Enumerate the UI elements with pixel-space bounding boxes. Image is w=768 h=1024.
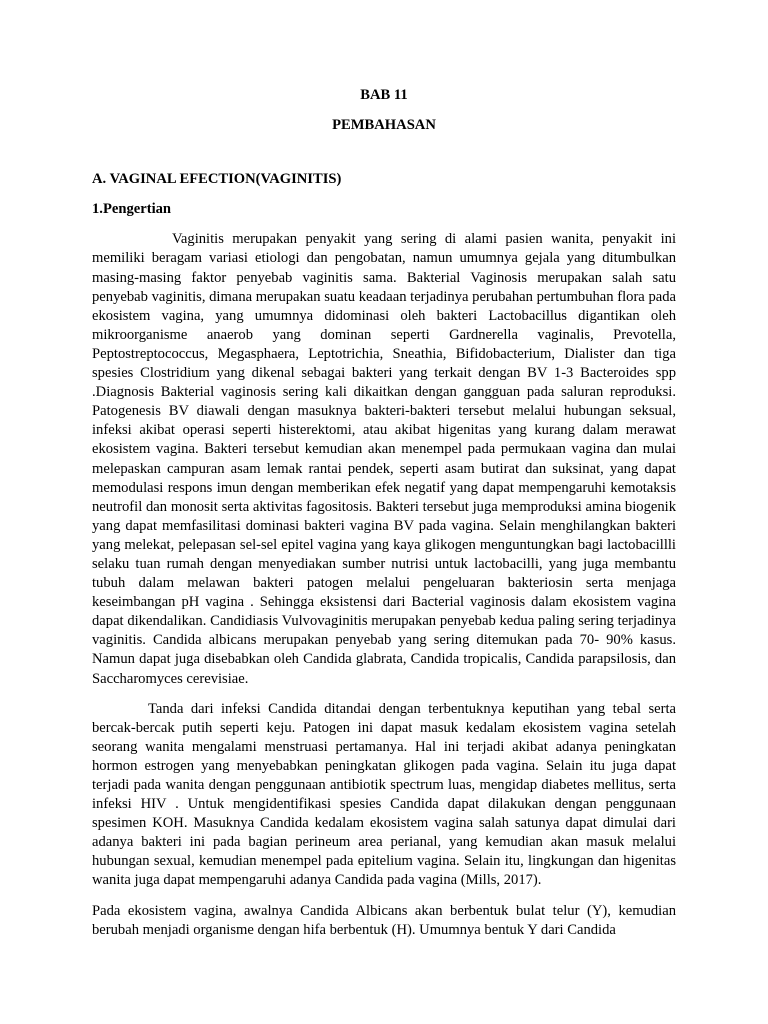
subsection-heading: 1.Pengertian xyxy=(92,201,172,218)
paragraph-candida-forms: Pada ekosistem vagina, awalnya Candida Albicans akan berbentuk bulat telur (Y), kemudian berubah menjadi organisme dengan hifa berbentuk (H). Umumnya bentuk Y dari Candida xyxy=(92,902,676,938)
section-heading: A. VAGINAL EFECTION(VAGINITIS) xyxy=(92,171,342,188)
document-body xyxy=(92,86,676,940)
paragraph-vaginitis-intro: Vaginitis merupakan penyakit yang sering di alami pasien wanita, penyakit ini memiliki beragam variasi etiologi dan pengobatan, namun umumnya gejala yang ditumbulkan masing-masing faktor penyebab vaginitis sama. Bakterial Vaginosis merupakan salah satu penyebab vaginitis, dimana merupakan suatu keadaan terjadinya perubahan pertumbuhan flora pada ekosistem vagina, yang umumnya didominasi oleh bakteri Lactobacillus digantikan oleh mikroorganisme anaerob yang dominan seperti Gardnerella vaginalis, Prevotella, Peptostreptococcus, Megasphaera, Leptotrichia, Sneathia, Bifidobacterium, Dialister dan tiga spesies Clostridium yang dikenal sebagai bakteri yang terkait dengan BV 1-3 Bacteroides spp .Diagnosis Bakterial vaginosis sering kali dikaitkan dengan gangguan pada saluran reproduksi. Patogenesis BV diawali dengan masuknya bakteri-bakteri tersebut melalui hubungan seksual, infeksi akibat operasi seperti histerektomi, atau akibat higenitas yang kurang dalam merawat ekosistem vagina. Bakteri tersebut kemudian akan menempel pada permukaan vagina dan mulai melepaskan campuran asam lemak rantai pendek, seperti asam butirat dan suksinat, yang dapat memodulasi respons imun dengan memberikan efek negatif yang dapat mempengaruhi kemotaksis neutrofil dan monosit serta aktivitas fagositosis. Bakteri tersebut juga memproduksi amina biogenik yang dapat memfasilitasi dominasi bakteri vagina BV pada vagina. Selain menghilangkan bakteri yang melekat, pelepasan sel-sel epitel vagina yang kaya glikogen menguntungkan bagi lactobacillli selaku tuan rumah dengan menyediakan sumber nutrisi untuk lactobacilli, yang juga membantu tubuh dalam melawan bakteri patogen melalui pengeluaran bakteriosin serta menjaga keseimbangan pH vagina . Sehingga eksistensi dari Bacterial vaginosis dalam ekosistem vagina dapat dikendalikan. Candidiasis Vulvovaginitis merupakan penyebab kedua paling sering terjadinya vaginitis. Candida albicans merupakan penyebab yang sering ditemukan pada 70- 90% kasus. Namun dapat juga disebabkan oleh Candida glabrata, Candida tropicalis, Candida parapsilosis, dan Saccharomyces cerevisiae. xyxy=(92,231,676,687)
chapter-number: BAB 11 xyxy=(360,87,408,103)
chapter-title: PEMBAHASAN xyxy=(332,117,436,134)
paragraph-candida-signs: Tanda dari infeksi Candida ditandai dengan terbentuknya keputihan yang tebal serta bercak-bercak putih seperti keju. Patogen ini dapat masuk kedalam ekosistem vagina setelah seorang wanita mengalami menstruasi pertamanya. Hal ini terjadi akibat adanya peningkatan hormon estrogen yang menyebabkan peningkatan glikogen pada vagina. Selain itu juga dapat terjadi pada wanita dengan penggunaan antibiotik spectrum luas, mengidap diabetes mellitus, serta infeksi HIV . Untuk mengidentifikasi spesies Candida dapat dilakukan dengan penggunaan spesimen KOH. Masuknya Candida kedalam ekosistem vagina salah satunya dapat dimulai dari adanya bakteri ini pada bagian perineum area perianal, yang kemudian akan masuk melalui hubungan sexual, kemudian menempel pada epitelium vagina. Selain itu, lingkungan dan higenitas wanita juga dapat mempengaruhi adanya Candida pada vagina (Mills, 2017). xyxy=(92,700,676,889)
